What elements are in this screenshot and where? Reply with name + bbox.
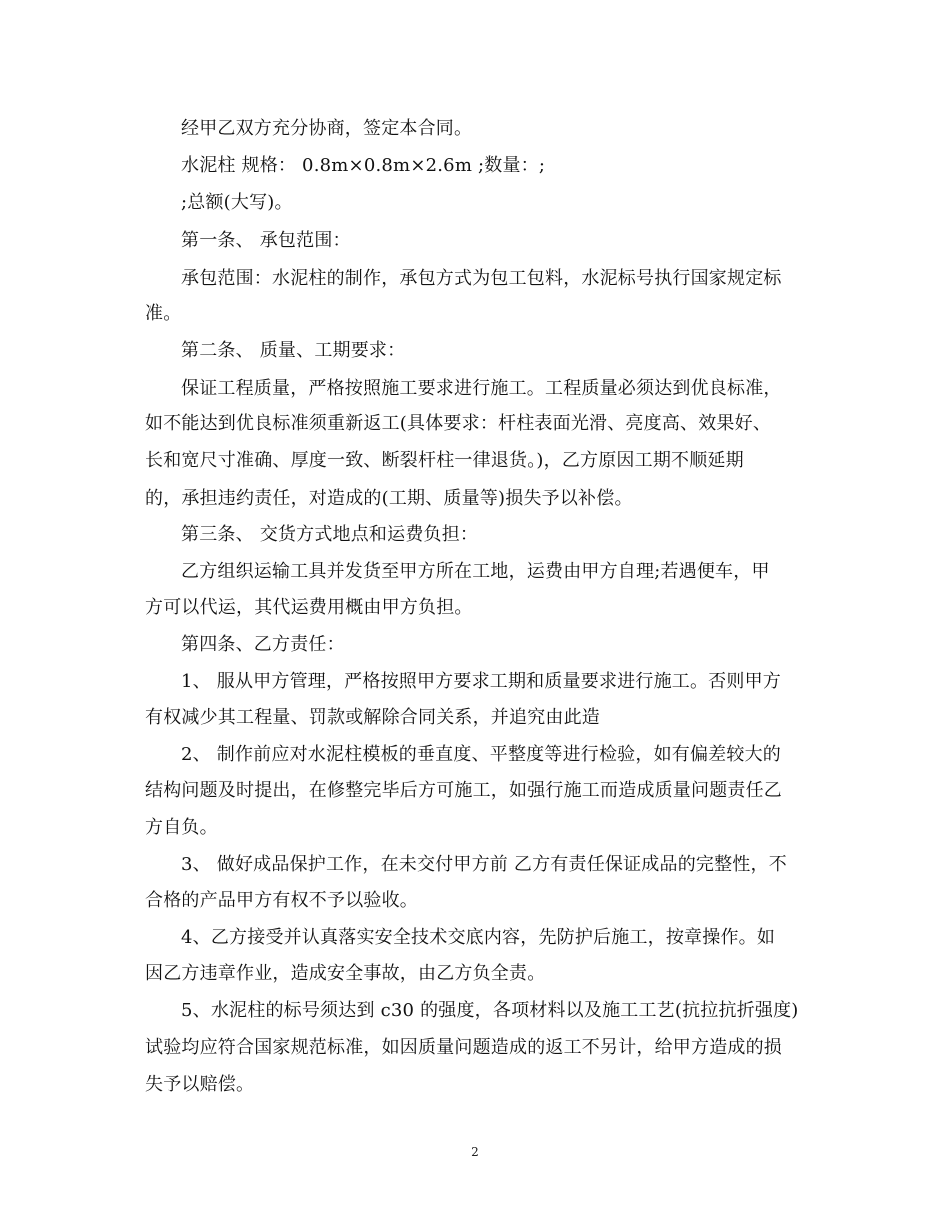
text-line: 长和宽尺寸准确、厚度一致、断裂杆柱一律退货。)，乙方原因工期不顺延期 [145, 450, 744, 471]
text-line: 合格的产品甲方有权不予以验收。 [145, 890, 418, 911]
text-line: 结构问题及时提出，在修整完毕后方可施工，如强行施工而造成质量问题责任乙 [145, 780, 782, 801]
text-line: 5、水泥柱的标号须达到 c30 的强度，各项材料以及施工工艺(抗拉抗折强度) [181, 1000, 799, 1021]
text-line: 经甲乙双方充分协商，签定本合同。 [181, 118, 473, 139]
text-line: 如不能达到优良标准须重新返工(具体要求：杆柱表面光滑、亮度高、效果好、 [145, 413, 772, 434]
section-heading: 第二条、 质量、工期要求： [181, 340, 406, 361]
text-line: 准。 [145, 303, 182, 324]
text-line: 方自负。 [145, 817, 218, 838]
text-line: 1、 服从甲方管理，严格按照甲方要求工期和质量要求进行施工。否则甲方 [181, 671, 781, 692]
text-line: 保证工程质量，严格按照施工要求进行施工。工程质量必须达到优良标准， [181, 378, 782, 399]
text-line: 承包范围：水泥柱的制作，承包方式为包工包料，水泥标号执行国家规定标 [181, 268, 782, 289]
text-line: ;总额(大写)。 [181, 192, 293, 213]
text-line: 失予以赔偿。 [145, 1074, 255, 1095]
text-line: 的，承担违约责任，对造成的(工期、质量等)损失予以补偿。 [145, 488, 633, 509]
text-line: 试验均应符合国家规范标准，如因质量问题造成的返工不另计，给甲方造成的损 [145, 1037, 782, 1058]
section-heading: 第一条、 承包范围： [181, 230, 351, 251]
text-line: 因乙方违章作业，造成安全事故，由乙方负全责。 [145, 963, 546, 984]
page-number: 2 [471, 1145, 479, 1159]
text-line: 4、乙方接受并认真落实安全技术交底内容，先防护后施工，按章操作。如 [181, 927, 776, 948]
text-line: 乙方组织运输工具并发货至甲方所在工地，运费由甲方自理;若遇便车，甲 [181, 561, 770, 582]
text-line: 3、 做好成品保护工作，在未交付甲方前 乙方有责任保证成品的完整性，不 [181, 854, 787, 875]
text-line: 2、 制作前应对水泥柱模板的垂直度、平整度等进行检验，如有偏差较大的 [181, 744, 781, 765]
section-heading: 第四条、乙方责任： [181, 634, 345, 655]
section-heading: 第三条、 交货方式地点和运费负担： [181, 524, 479, 545]
text-line: 水泥柱 规格： 0.8m×0.8m×2.6m ;数量：; [181, 155, 546, 176]
text-line: 有权减少其工程量、罚款或解除合同关系，并追究由此造 [145, 707, 600, 728]
text-line: 方可以代运，其代运费用概由甲方负担。 [145, 597, 473, 618]
